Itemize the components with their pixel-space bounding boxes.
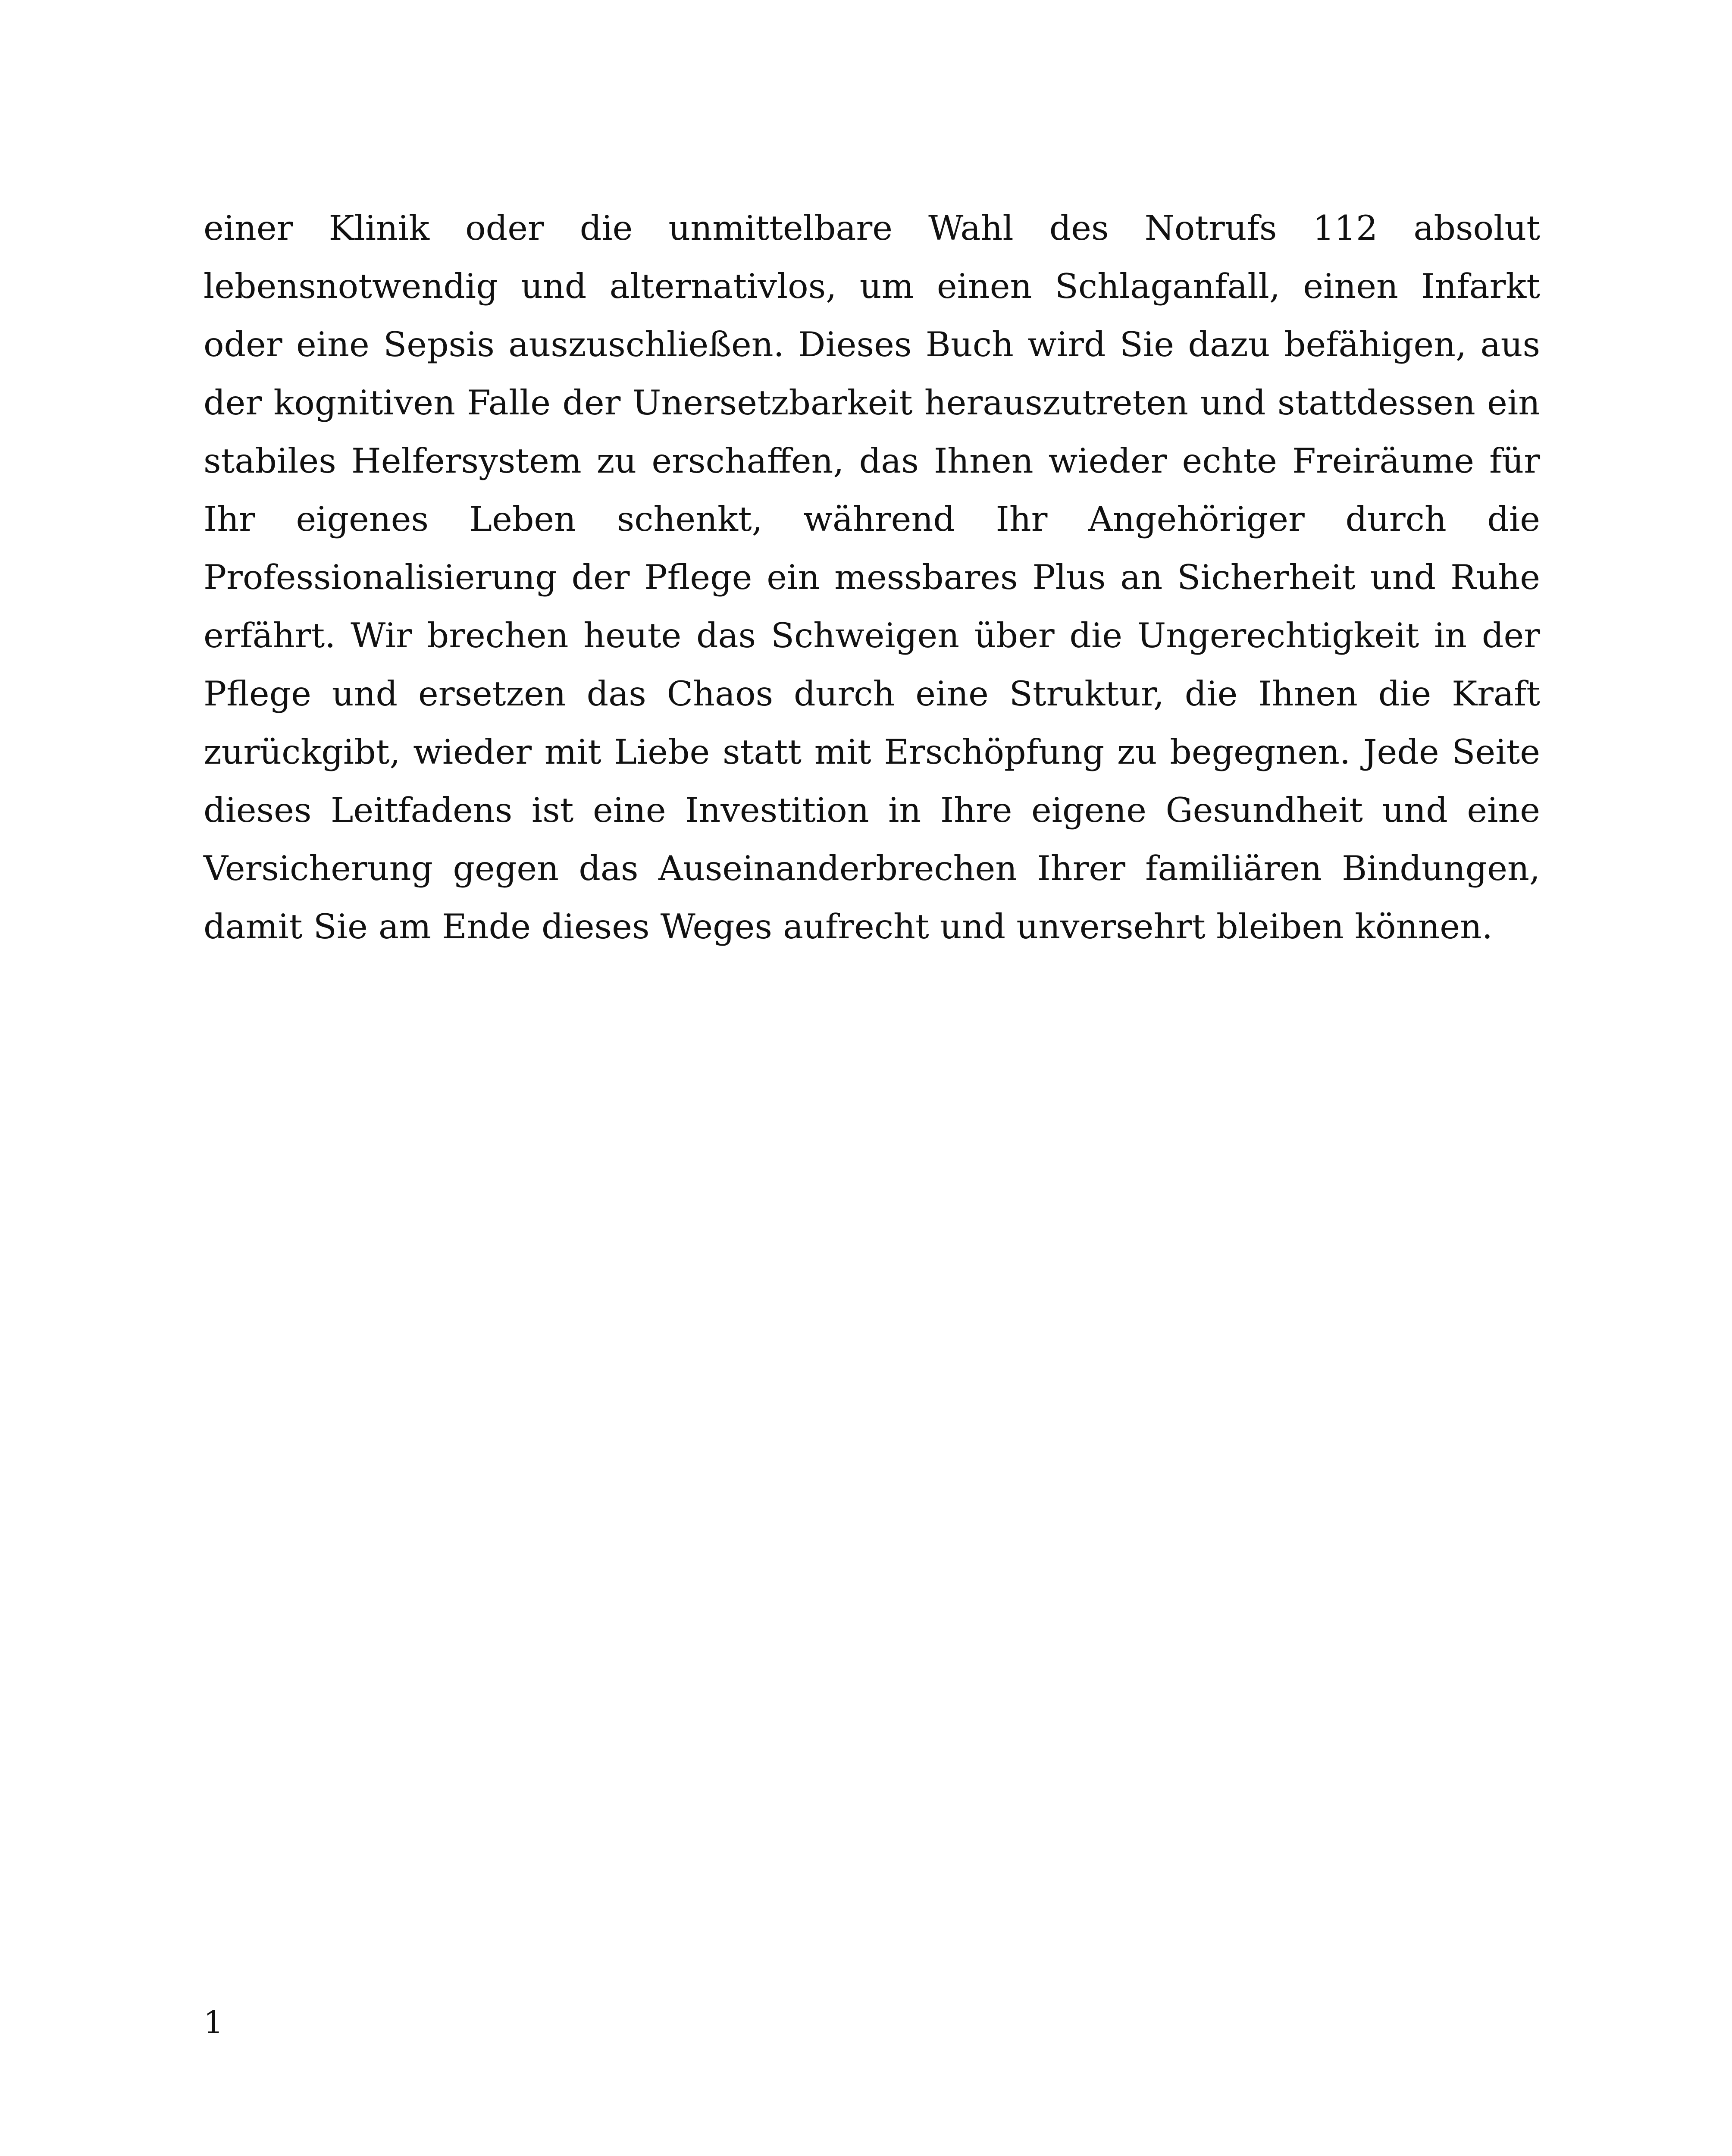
- body-paragraph: einer Klinik oder die unmittelbare Wahl des Notrufs 112 absolut lebensnotwendig und alternativlos, um einen Schlaganfall, einen Infarkt oder eine Sepsis auszuschließen. Dieses Buch wird Sie dazu befähigen, aus der kognitiven Falle der Unersetzbarkeit herauszutreten und stattdessen ein stabiles Helfersystem zu erschaffen, das Ihnen wieder echte Freiräume für Ihr eigenes Leben schenkt, während Ihr Angehöriger durch die Professionalisierung der Pflege ein messbares Plus an Sicherheit und Ruhe erfährt. Wir brechen heute das Schweigen über die Ungerechtigkeit in der Pflege und ersetzen das Chaos durch eine Struktur, die Ihnen die Kraft zurückgibt, wieder mit Liebe statt mit Erschöpfung zu begegnen. Jede Seite dieses Leitfadens ist eine Investition in Ihre eigene Gesundheit und eine Versicherung gegen das Auseinanderbrechen Ihrer familiären Bindungen, damit Sie am Ende dieses Weges aufrecht und unversehrt bleiben können.: [204, 208, 1540, 946]
- page-number: 1: [204, 2004, 223, 2040]
